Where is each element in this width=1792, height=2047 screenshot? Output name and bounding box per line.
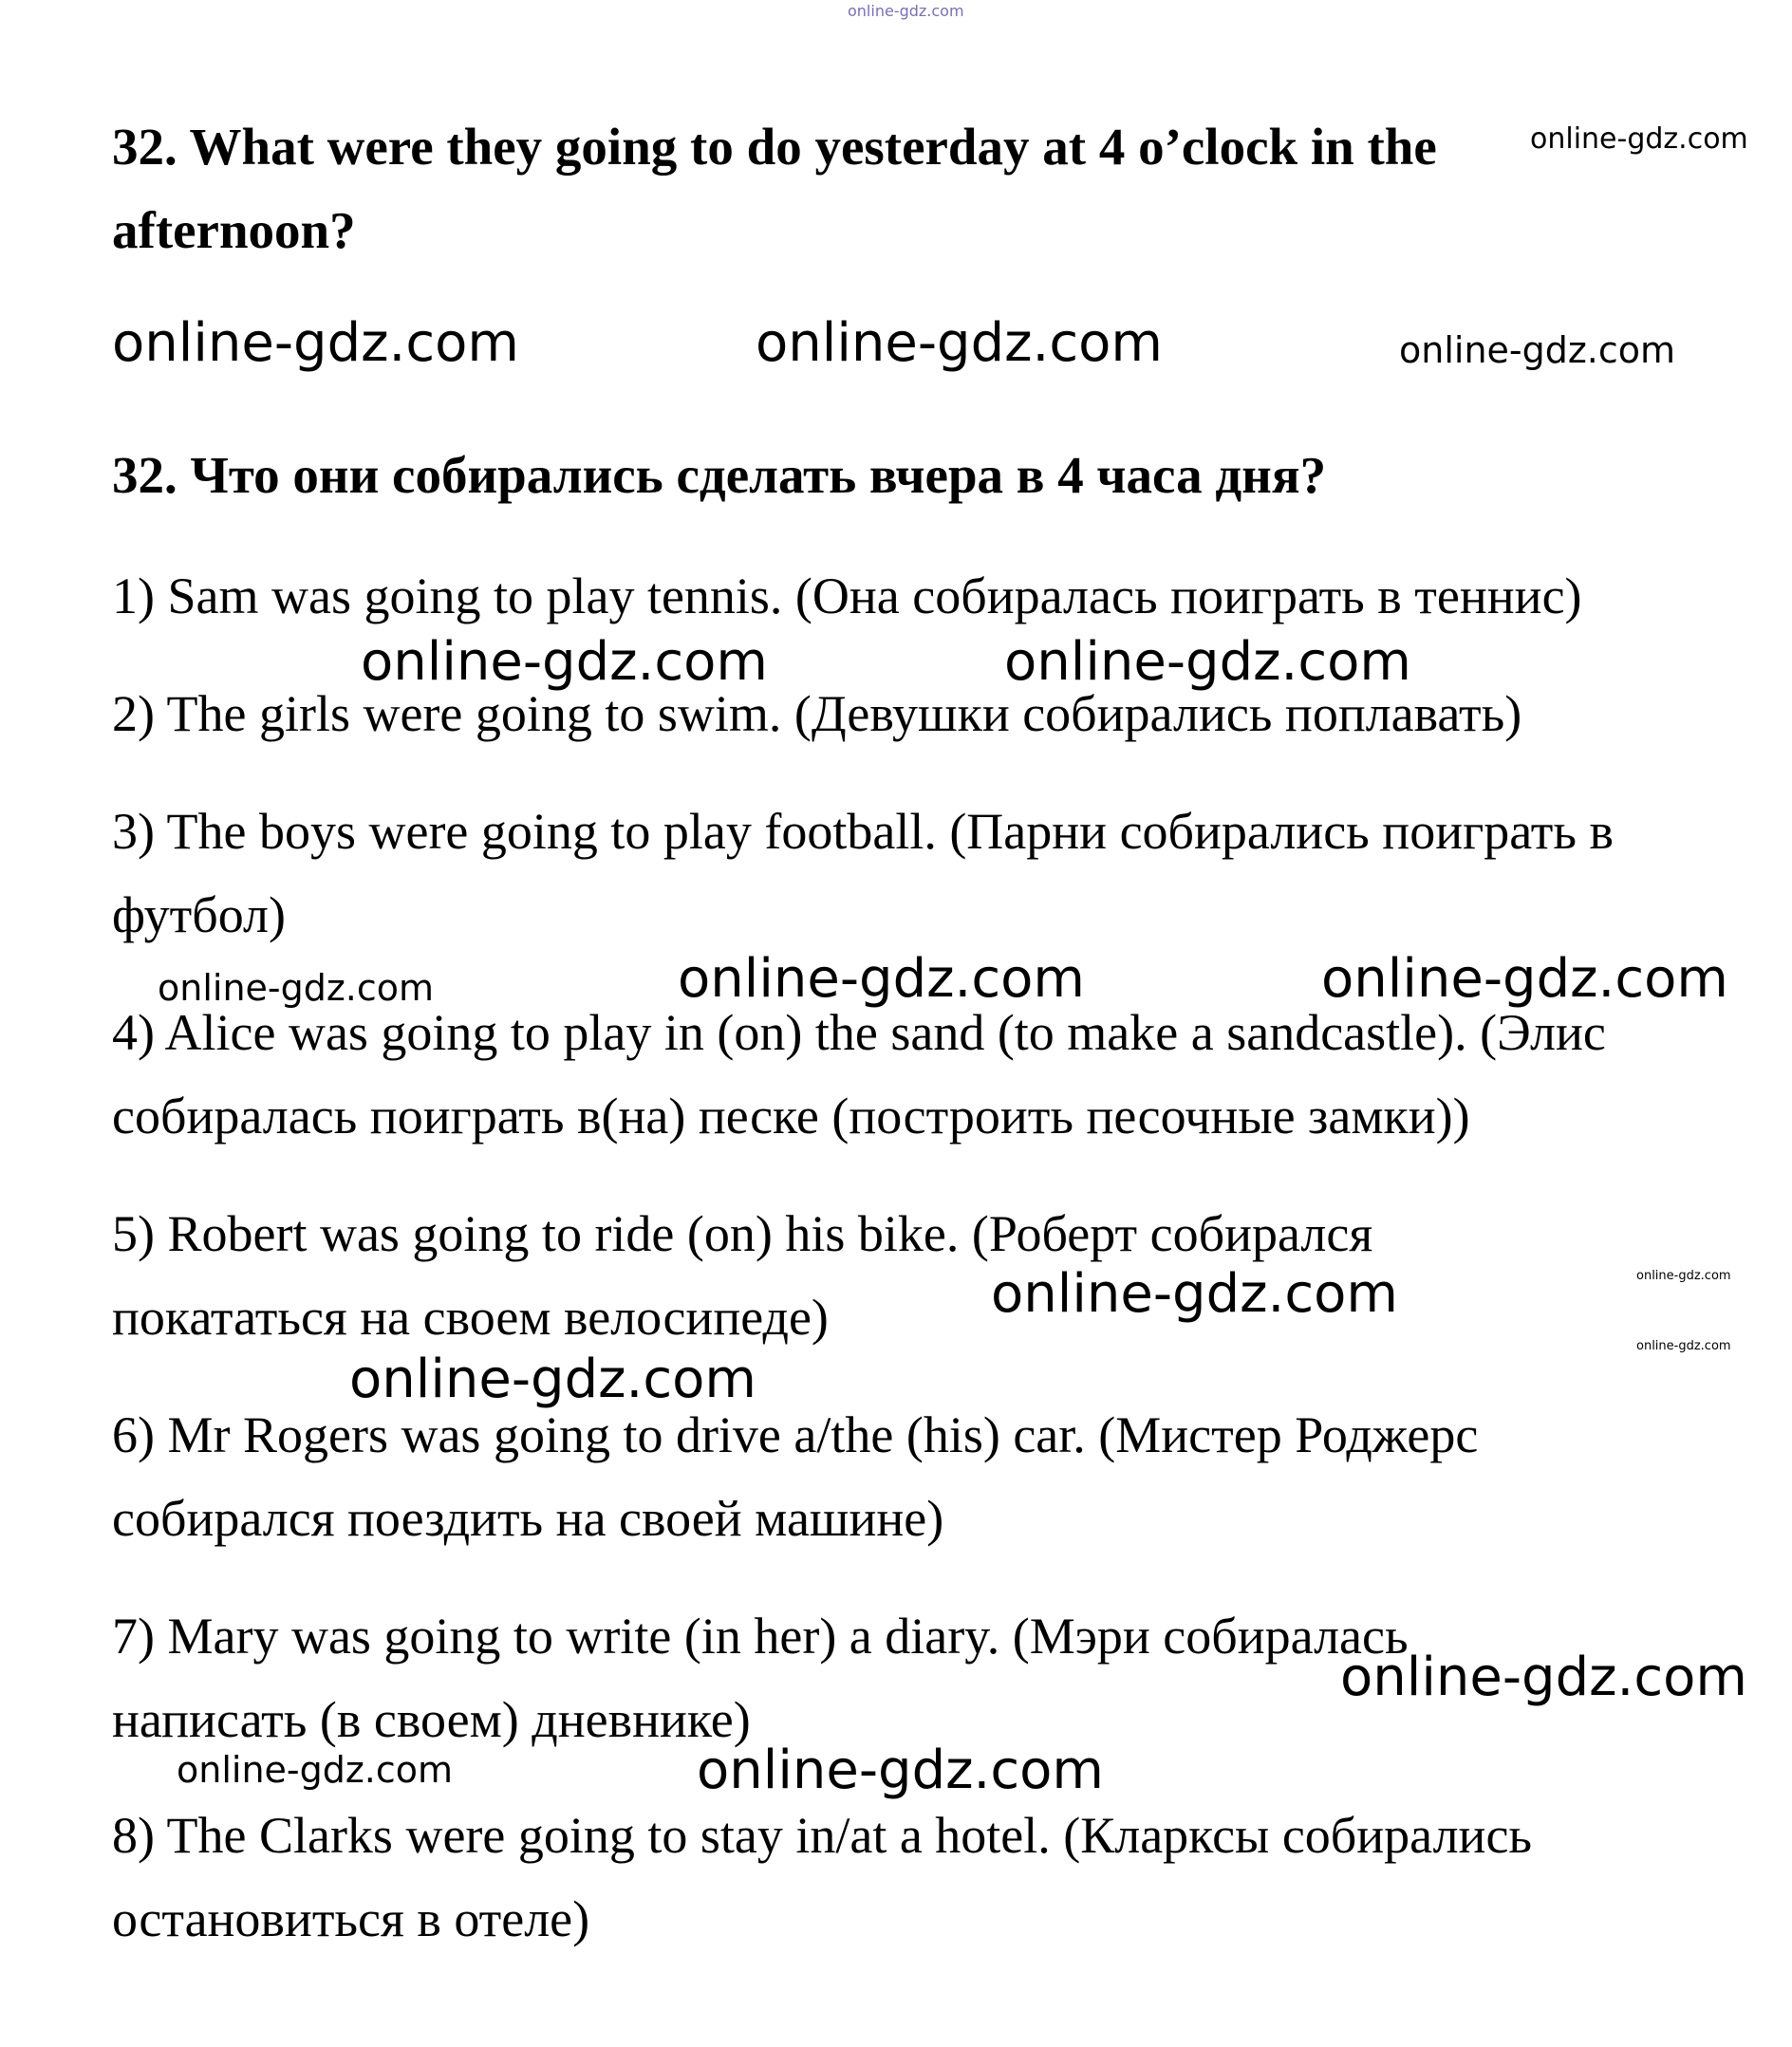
question-english-line1: 32. What were they going to do yesterday at 4 o’clock in the [112, 118, 1437, 176]
answer-8-line1: 8) The Clarks were going to stay in/at a hotel. (Кларксы собирались [112, 1807, 1533, 1864]
answer-5-line2: покататься на своем велосипеде) [112, 1289, 829, 1346]
answer-2-line1: 2) The girls were going to swim. (Девушки собирались поплавать) [112, 685, 1522, 742]
answer-1-line1: 1) Sam was going to play tennis. (Она собиралась поиграть в теннис) [112, 568, 1582, 624]
watermark: online-gdz.com [361, 631, 768, 693]
watermark: online-gdz.com [678, 948, 1085, 1010]
watermark: online-gdz.com [756, 312, 1163, 374]
answer-7-line1: 7) Mary was going to write (in her) a diary. (Мэри собиралась [112, 1608, 1409, 1665]
watermark: online-gdz.com [1636, 1339, 1731, 1353]
watermark: online-gdz.com [1004, 631, 1411, 693]
answer-4-line2: собиралась поиграть в(на) песке (построить песочные замки)) [112, 1088, 1470, 1144]
answer-3-line2: футбол) [112, 886, 286, 943]
watermark: online-gdz.com [177, 1749, 454, 1791]
question-english-line2: afternoon? [112, 201, 356, 259]
answer-4-line1: 4) Alice was going to play in (on) the sand (to make a sandcastle). (Элис [112, 1004, 1606, 1061]
answer-6-line1: 6) Mr Rogers was going to drive a/the (his) car. (Мистер Роджерс [112, 1406, 1479, 1463]
watermark: online-gdz.com [349, 1349, 756, 1410]
watermark: online-gdz.com [1636, 1269, 1731, 1283]
question-russian: 32. Что они собирались сделать вчера в 4 часа дня? [112, 446, 1327, 504]
answer-5-line1: 5) Robert was going to ride (on) his bike. (Роберт собирался [112, 1205, 1373, 1262]
answer-6-line2: собирался поездить на своей машине) [112, 1490, 944, 1547]
answer-3-line1: 3) The boys were going to play football. (Парни собирались поиграть в [112, 803, 1615, 860]
watermark: online-gdz.com [1530, 122, 1748, 156]
watermark: online-gdz.com [991, 1263, 1398, 1325]
watermark: online-gdz.com [1321, 948, 1728, 1010]
answer-7-line2: написать (в своем) дневнике) [112, 1691, 751, 1748]
watermark: online-gdz.com [158, 967, 435, 1009]
watermark: online-gdz.com [112, 312, 519, 374]
watermark: online-gdz.com [1399, 329, 1676, 371]
answer-8-line2: остановиться в отеле) [112, 1890, 590, 1947]
watermark: online-gdz.com [697, 1740, 1104, 1801]
watermark-top: online-gdz.com [848, 2, 964, 20]
watermark: online-gdz.com [1340, 1647, 1747, 1708]
